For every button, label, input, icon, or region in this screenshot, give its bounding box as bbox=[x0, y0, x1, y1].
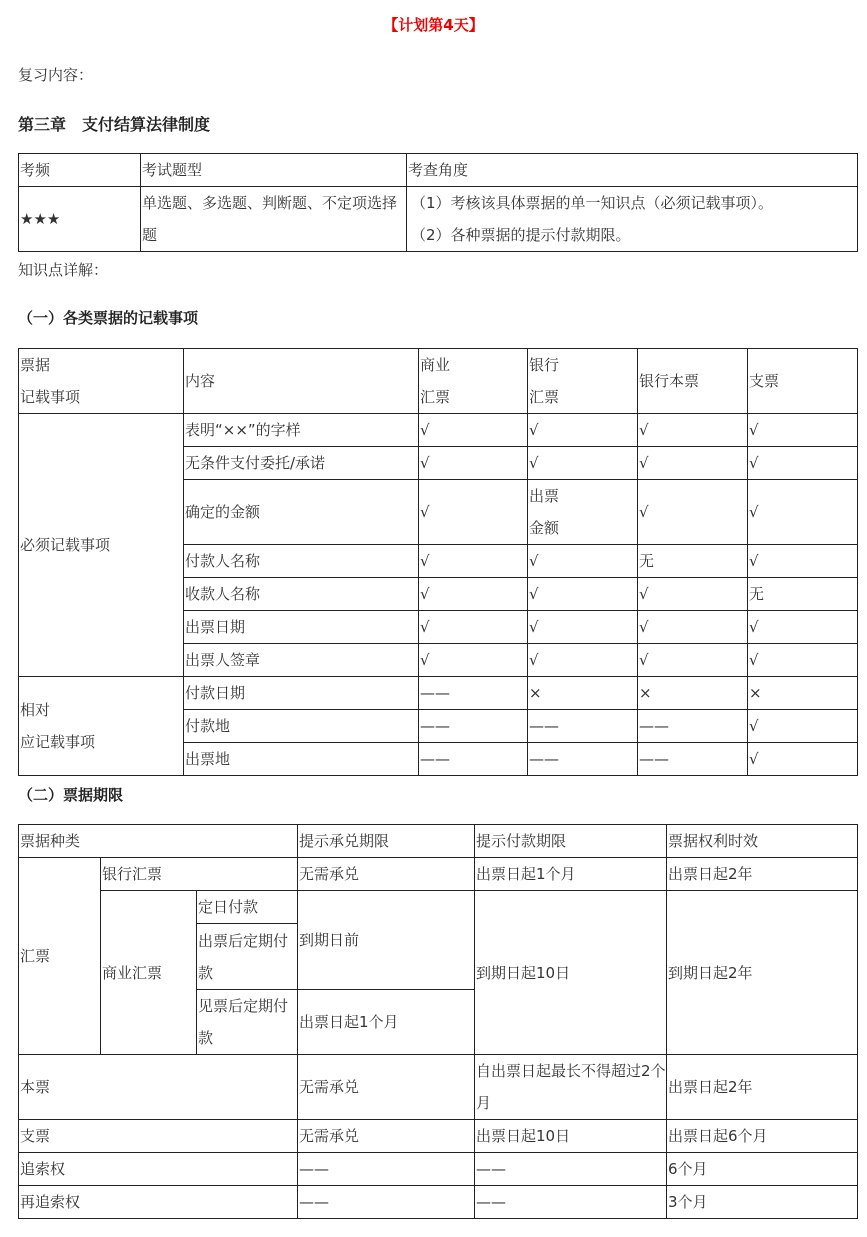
table-cell: —— bbox=[638, 743, 748, 776]
table-cell: 出票 金额 bbox=[528, 480, 638, 545]
section2-heading: （二）票据期限 bbox=[18, 786, 124, 804]
table-cell: 表明“××”的字样 bbox=[184, 414, 419, 447]
table-cell: 出票日起6个月 bbox=[667, 1120, 858, 1153]
table-cell: √ bbox=[419, 414, 528, 447]
review-label: 复习内容： bbox=[18, 66, 94, 84]
table-cell: 见票后定期付款 bbox=[197, 990, 298, 1055]
table-cell: √ bbox=[638, 447, 748, 480]
table-cell: √ bbox=[528, 447, 638, 480]
table-cell: 到期日前 bbox=[298, 891, 475, 990]
table-cell: 到期日起2年 bbox=[667, 891, 858, 1055]
table-cell: √ bbox=[638, 480, 748, 545]
header-cell: 考查角度 bbox=[407, 154, 858, 187]
table-cell: √ bbox=[528, 644, 638, 677]
header-cell: 商业 汇票 bbox=[419, 349, 528, 414]
table-cell: 本票 bbox=[19, 1055, 298, 1120]
table-row bbox=[19, 858, 858, 891]
table-cell: √ bbox=[748, 447, 858, 480]
table-cell: √ bbox=[638, 611, 748, 644]
header-cell: 提示付款期限 bbox=[475, 825, 667, 858]
table-cell: √ bbox=[748, 414, 858, 447]
header-cell: 支票 bbox=[748, 349, 858, 414]
table-cell: —— bbox=[298, 1186, 475, 1219]
table-cell: √ bbox=[748, 743, 858, 776]
table-row bbox=[19, 154, 858, 187]
table-row bbox=[19, 349, 858, 414]
group-cell: 相对 应记载事项 bbox=[19, 677, 184, 776]
table-row bbox=[19, 891, 858, 924]
table-cell: —— bbox=[528, 710, 638, 743]
period-table bbox=[18, 824, 858, 1219]
table-row bbox=[19, 1153, 858, 1186]
table-cell: 3个月 bbox=[667, 1186, 858, 1219]
table-row bbox=[19, 677, 858, 710]
table-row bbox=[19, 414, 858, 447]
table-row bbox=[19, 187, 858, 252]
table-cell: 出票日期 bbox=[184, 611, 419, 644]
table-cell: 出票日起2年 bbox=[667, 858, 858, 891]
table-cell: 出票日起1个月 bbox=[298, 990, 475, 1055]
table-cell: √ bbox=[748, 710, 858, 743]
bank-draft-cell: 银行汇票 bbox=[101, 858, 298, 891]
table-cell: —— bbox=[638, 710, 748, 743]
table-cell: √ bbox=[748, 545, 858, 578]
overview-table bbox=[18, 153, 858, 252]
header-cell: 考试题型 bbox=[141, 154, 407, 187]
table-cell: √ bbox=[638, 644, 748, 677]
table-cell: 追索权 bbox=[19, 1153, 298, 1186]
record-items-table bbox=[18, 348, 858, 776]
table-cell: √ bbox=[419, 644, 528, 677]
angles-cell bbox=[407, 187, 858, 252]
table-cell: 再追索权 bbox=[19, 1186, 298, 1219]
angle-item: （2）各种票据的提示付款期限。 bbox=[411, 226, 631, 244]
huipiao-cell: 汇票 bbox=[19, 858, 101, 1055]
header-cell: 票据 记载事项 bbox=[19, 349, 184, 414]
table-cell: —— bbox=[475, 1153, 667, 1186]
table-cell: 6个月 bbox=[667, 1153, 858, 1186]
table-cell: 到期日起10日 bbox=[475, 891, 667, 1055]
page-title: 【计划第4天】 bbox=[383, 16, 484, 34]
table-cell: —— bbox=[419, 710, 528, 743]
table-row bbox=[19, 1120, 858, 1153]
table-cell: × bbox=[748, 677, 858, 710]
table-cell: 自出票日起最长不得超过2个月 bbox=[475, 1055, 667, 1120]
table-cell: 无 bbox=[748, 578, 858, 611]
chapter-heading: 第三章 支付结算法律制度 bbox=[18, 115, 211, 134]
table-cell: √ bbox=[638, 578, 748, 611]
table-cell: 无需承兑 bbox=[298, 1055, 475, 1120]
table-cell: √ bbox=[748, 644, 858, 677]
table-cell: √ bbox=[419, 578, 528, 611]
table-cell: 收款人名称 bbox=[184, 578, 419, 611]
frequency-cell: ★★★ bbox=[19, 187, 141, 252]
table-cell: 定日付款 bbox=[197, 891, 298, 924]
table-cell: 出票日起1个月 bbox=[475, 858, 667, 891]
header-cell: 票据种类 bbox=[19, 825, 298, 858]
table-cell: √ bbox=[419, 545, 528, 578]
table-cell: √ bbox=[748, 611, 858, 644]
header-cell: 提示承兑期限 bbox=[298, 825, 475, 858]
table-cell: —— bbox=[419, 743, 528, 776]
table-cell: √ bbox=[419, 611, 528, 644]
header-cell: 考频 bbox=[19, 154, 141, 187]
table-cell: √ bbox=[748, 480, 858, 545]
table-cell: 付款地 bbox=[184, 710, 419, 743]
table-cell: —— bbox=[298, 1153, 475, 1186]
table-cell: —— bbox=[419, 677, 528, 710]
detail-label: 知识点详解： bbox=[18, 261, 109, 279]
group-cell: 必须记载事项 bbox=[19, 414, 184, 677]
table-cell: 出票地 bbox=[184, 743, 419, 776]
table-cell: 付款人名称 bbox=[184, 545, 419, 578]
table-cell: 付款日期 bbox=[184, 677, 419, 710]
table-row bbox=[19, 1055, 858, 1120]
table-cell: 出票日起10日 bbox=[475, 1120, 667, 1153]
table-cell: × bbox=[638, 677, 748, 710]
table-cell: —— bbox=[528, 743, 638, 776]
table-row bbox=[19, 825, 858, 858]
table-cell: 出票后定期付款 bbox=[197, 924, 298, 990]
table-cell: × bbox=[528, 677, 638, 710]
header-cell: 票据权利时效 bbox=[667, 825, 858, 858]
types-cell: 单选题、多选题、判断题、不定项选择题 bbox=[141, 187, 407, 252]
table-cell: √ bbox=[419, 447, 528, 480]
commercial-cell: 商业汇票 bbox=[101, 891, 197, 1055]
table-cell: √ bbox=[419, 480, 528, 545]
table-cell: 无条件支付委托/承诺 bbox=[184, 447, 419, 480]
table-row bbox=[19, 1186, 858, 1219]
table-cell: —— bbox=[475, 1186, 667, 1219]
table-cell: 出票人签章 bbox=[184, 644, 419, 677]
table-cell: √ bbox=[638, 414, 748, 447]
table-cell: √ bbox=[528, 578, 638, 611]
header-cell: 银行本票 bbox=[638, 349, 748, 414]
table-cell: 出票日起2年 bbox=[667, 1055, 858, 1120]
table-cell: √ bbox=[528, 545, 638, 578]
table-cell: 支票 bbox=[19, 1120, 298, 1153]
table-cell: √ bbox=[528, 611, 638, 644]
table-cell: 无需承兑 bbox=[298, 858, 475, 891]
angle-item: （1）考核该具体票据的单一知识点（必须记载事项）。 bbox=[411, 194, 774, 212]
section1-heading: （一）各类票据的记载事项 bbox=[18, 309, 199, 327]
table-cell: 无需承兑 bbox=[298, 1120, 475, 1153]
table-cell: 确定的金额 bbox=[184, 480, 419, 545]
header-cell: 银行 汇票 bbox=[528, 349, 638, 414]
table-cell: 无 bbox=[638, 545, 748, 578]
table-cell: √ bbox=[528, 414, 638, 447]
header-cell: 内容 bbox=[184, 349, 419, 414]
